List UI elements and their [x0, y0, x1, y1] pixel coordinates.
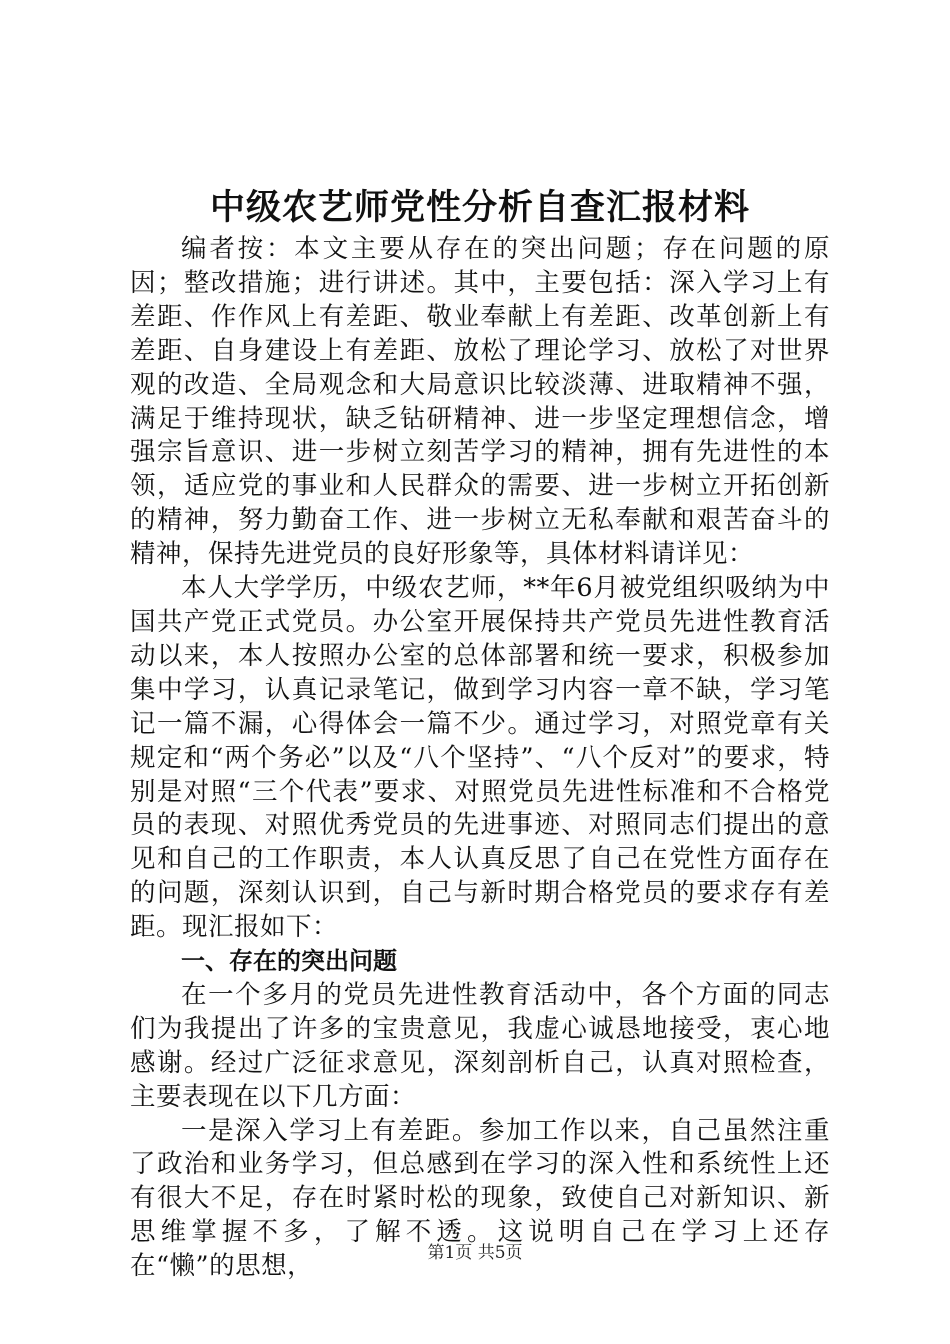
section-paragraph: 在一个多月的党员先进性教育活动中，各个方面的同志们为我提出了许多的宝贵意见，我虚心诚恳地接受，衷心地感谢。经过广泛征求意见，深刻剖析自己，认真对照检查，主要表现在以下几方面：	[130, 979, 830, 1112]
section-heading: 一、存在的突出问题	[181, 947, 397, 976]
document-body	[130, 233, 830, 1284]
page-number-footer: 第1页 共5页	[427, 1243, 523, 1263]
editor-note-paragraph: 编者按：本文主要从存在的突出问题；存在问题的原因；整改措施；进行讲述。其中，主要包括：深入学习上有差距、作作风上有差距、敬业奉献上有差距、改革创新上有差距、自身建设上有差距、放松了理论学习、放松了对世界观的改造、全局观念和大局意识比较淡薄、进取精神不强，满足于维持现状，缺乏钻研精神、进一步坚定理想信念，增强宗旨意识、进一步树立刻苦学习的精神，拥有先进性的本领，适应党的事业和人民群众的需要、进一步树立开拓创新的精神，努力勤奋工作、进一步树立无私奉献和艰苦奋斗的精神，保持先进党员的良好形象等，具体材料请详见：	[130, 234, 830, 570]
intro-paragraph: 本人大学学历，中级农艺师，**年6月被党组织吸纳为中国共产党正式党员。办公室开展保持共产党员先进性教育活动以来，本人按照办公室的总体部署和统一要求，积极参加集中学习，认真记录笔记，做到学习内容一章不缺，学习笔记一篇不漏，心得体会一篇不少。通过学习，对照党章有关规定和“两个务必”以及“八个坚持”、“八个反对”的要求，特别是对照“三个代表”要求、对照党员先进性标准和不合格党员的表现、对照优秀党员的先进事迹、对照同志们提出的意见和自己的工作职责，本人认真反思了自己在党性方面存在的问题，深刻认识到，自己与新时期合格党员的要求存有差距。现汇报如下：	[130, 573, 830, 943]
document-title: 中级农艺师党性分析自查汇报材料	[209, 188, 750, 228]
point-one-paragraph: 一是深入学习上有差距。参加工作以来，自己虽然注重了政治和业务学习，但总感到在学习的深入性和系统性上还有很大不足，存在时紧时松的现象，致使自己对新知识、新思维掌握不多，了解不透。这说明自己在学习上还存在“懒”的思想，	[130, 1115, 830, 1282]
